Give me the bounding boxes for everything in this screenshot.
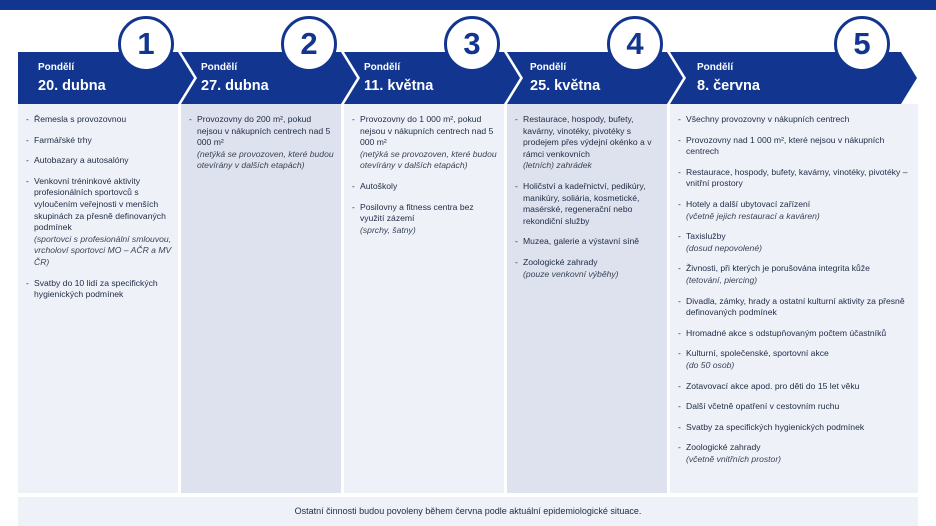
stage-5-date: 8. června xyxy=(697,78,760,94)
item-text: Řemesla s provozovnou xyxy=(34,114,127,124)
stage-5-item xyxy=(678,401,912,413)
stage-1-item xyxy=(26,114,172,126)
stage-5-item xyxy=(678,296,912,319)
item-text: Restaurace, hospody, bufety, kavárny, vinotéky, pivotéky s prodejem přes výdejní okénko a v rámci venkovních xyxy=(523,114,652,159)
stage-5-item xyxy=(678,381,912,393)
item-note: (netýká se provozoven, které budou otevírány v dalších etapách) xyxy=(360,148,497,171)
stage-5-item xyxy=(678,231,912,254)
stage-5-header xyxy=(697,62,760,102)
item-text: Hotely a další ubytovací zařízení xyxy=(686,198,811,209)
stage-4-item xyxy=(515,181,661,227)
stage-2-item xyxy=(189,114,335,172)
stage-5-item xyxy=(678,167,912,190)
footer-note: Ostatní činnosti budou povoleny během června podle aktuální epidemiologické situace. xyxy=(18,497,918,526)
stage-5-item xyxy=(678,442,912,465)
item-text: Holičství a kadeřnictví, pedikúry, manikúry, soliária, kosmetické, masérské, regenerační nebo rekondiční služby xyxy=(523,180,646,226)
item-note: (dosud nepovolené) xyxy=(686,242,762,253)
item-text: Zotavovací akce apod. pro děti do 15 let věku xyxy=(686,380,860,391)
item-text: Posilovny a fitness centra bez využití zázemí xyxy=(360,201,474,224)
stage-5-item xyxy=(678,422,912,434)
item-note: (do 50 osob) xyxy=(686,359,735,370)
item-text: Kulturní, společenské, sportovní akce xyxy=(686,348,829,359)
item-note: (netýká se provozoven, které budou otevírány v dalších etapách) xyxy=(197,148,334,171)
stage-5-item xyxy=(678,328,912,340)
stage-5-item xyxy=(678,263,912,286)
item-text: Provozovny do 1 000 m², pokud nejsou v nákupních centrech nad 5 000 m² xyxy=(360,114,494,148)
stage-3-number-badge: 3 xyxy=(444,16,500,72)
item-text: Živnosti, při kterých je porušována integrita kůže xyxy=(686,263,870,274)
stage-1-header xyxy=(38,62,106,102)
stage-4-item xyxy=(515,114,661,172)
stage-3-item-list xyxy=(344,104,504,236)
item-text: Provozovny do 200 m², pokud nejsou v nákupních centrech nad 5 000 m² xyxy=(197,114,331,148)
item-text: Restaurace, hospody, bufety, kavárny, vinotéky, pivotéky – vnitřní prostory xyxy=(686,166,908,189)
stage-3-item xyxy=(352,114,498,172)
stage-5-item xyxy=(678,114,912,126)
item-text: Muzea, galerie a výstavní síně xyxy=(523,236,640,247)
top-bar xyxy=(0,0,936,10)
stage-1-item xyxy=(26,135,172,147)
stage-3-item xyxy=(352,202,498,237)
item-text: Zoologické zahrady xyxy=(686,442,761,453)
stage-5-item-list xyxy=(670,104,918,465)
item-note: (sprchy, šatny) xyxy=(360,224,416,235)
item-note: (pouze venkovní výběhy) xyxy=(523,268,619,279)
stage-4-date: 25. května xyxy=(530,78,601,94)
stage-1-number-badge: 1 xyxy=(118,16,174,72)
item-text: Farmářské trhy xyxy=(34,134,92,145)
stage-column-5 xyxy=(670,104,918,493)
stage-4-day: Pondělí xyxy=(530,62,567,73)
stage-3-item xyxy=(352,181,498,193)
stage-4-item xyxy=(515,257,661,280)
stage-2-item-list xyxy=(181,104,341,172)
item-text: Autoškoly xyxy=(360,180,398,191)
item-note: (včetně vnitřních prostor) xyxy=(686,453,782,464)
stage-3-date: 11. května xyxy=(364,78,434,94)
item-text: Venkovní tréninkové aktivity profesionálních sportovců s vyloučením veřejnosti v menších skupinách za přesně definovaných podmínek xyxy=(34,175,166,233)
stage-2-day: Pondělí xyxy=(201,62,238,73)
stage-column-2 xyxy=(181,104,341,493)
item-note: (tetování, piercing) xyxy=(686,274,758,285)
item-text: Další včetně opatření v cestovním ruchu xyxy=(686,401,840,412)
stage-column-4 xyxy=(507,104,667,493)
stage-column-3 xyxy=(344,104,504,493)
item-text: Svatby za specifických hygienických podmínek xyxy=(686,421,865,432)
stage-1-day: Pondělí xyxy=(38,62,75,73)
stage-5-day: Pondělí xyxy=(697,62,734,73)
stage-1-item xyxy=(26,278,172,301)
stage-5-number-badge: 5 xyxy=(834,16,890,72)
item-note: (sportovci s profesionální smlouvou, vrcholoví sportovci MO – AČR a MV ČR) xyxy=(34,233,172,267)
stage-2-header xyxy=(201,62,269,102)
item-text: Hromadné akce s odstupňovaným počtem účastníků xyxy=(686,327,887,338)
item-text: Svatby do 10 lidí za specifických hygienických podmínek xyxy=(34,277,158,300)
stage-1-date: 20. dubna xyxy=(38,78,106,94)
stage-2-number-badge: 2 xyxy=(281,16,337,72)
stage-3-day: Pondělí xyxy=(364,62,401,73)
stage-4-header xyxy=(530,62,600,102)
item-note: (včetně jejich restaurací a kaváren) xyxy=(686,210,820,221)
stage-4-item xyxy=(515,236,661,248)
item-note: (letních) zahrádek xyxy=(523,160,592,171)
stage-4-item-list xyxy=(507,104,667,280)
stage-1-item xyxy=(26,176,172,269)
item-text: Provozovny nad 1 000 m², které nejsou v nákupních centrech xyxy=(686,134,885,157)
item-text: Taxislužby xyxy=(686,231,726,242)
stage-1-item-list xyxy=(18,104,178,301)
stage-5-item xyxy=(678,135,912,158)
stage-3-header xyxy=(364,62,433,102)
item-text: Divadla, zámky, hrady a ostatní kulturní aktivity za přesně definovaných podmínek xyxy=(686,295,905,318)
stage-5-item xyxy=(678,199,912,222)
stage-column-1 xyxy=(18,104,178,493)
stage-4-number-badge: 4 xyxy=(607,16,663,72)
item-text: Zoologické zahrady xyxy=(523,256,598,267)
item-text: Všechny provozovny v nákupních centrech xyxy=(686,114,850,124)
stage-5-item xyxy=(678,348,912,371)
stage-2-date: 27. dubna xyxy=(201,78,269,94)
item-text: Autobazary a autosalóny xyxy=(34,155,129,166)
stage-1-item xyxy=(26,155,172,167)
